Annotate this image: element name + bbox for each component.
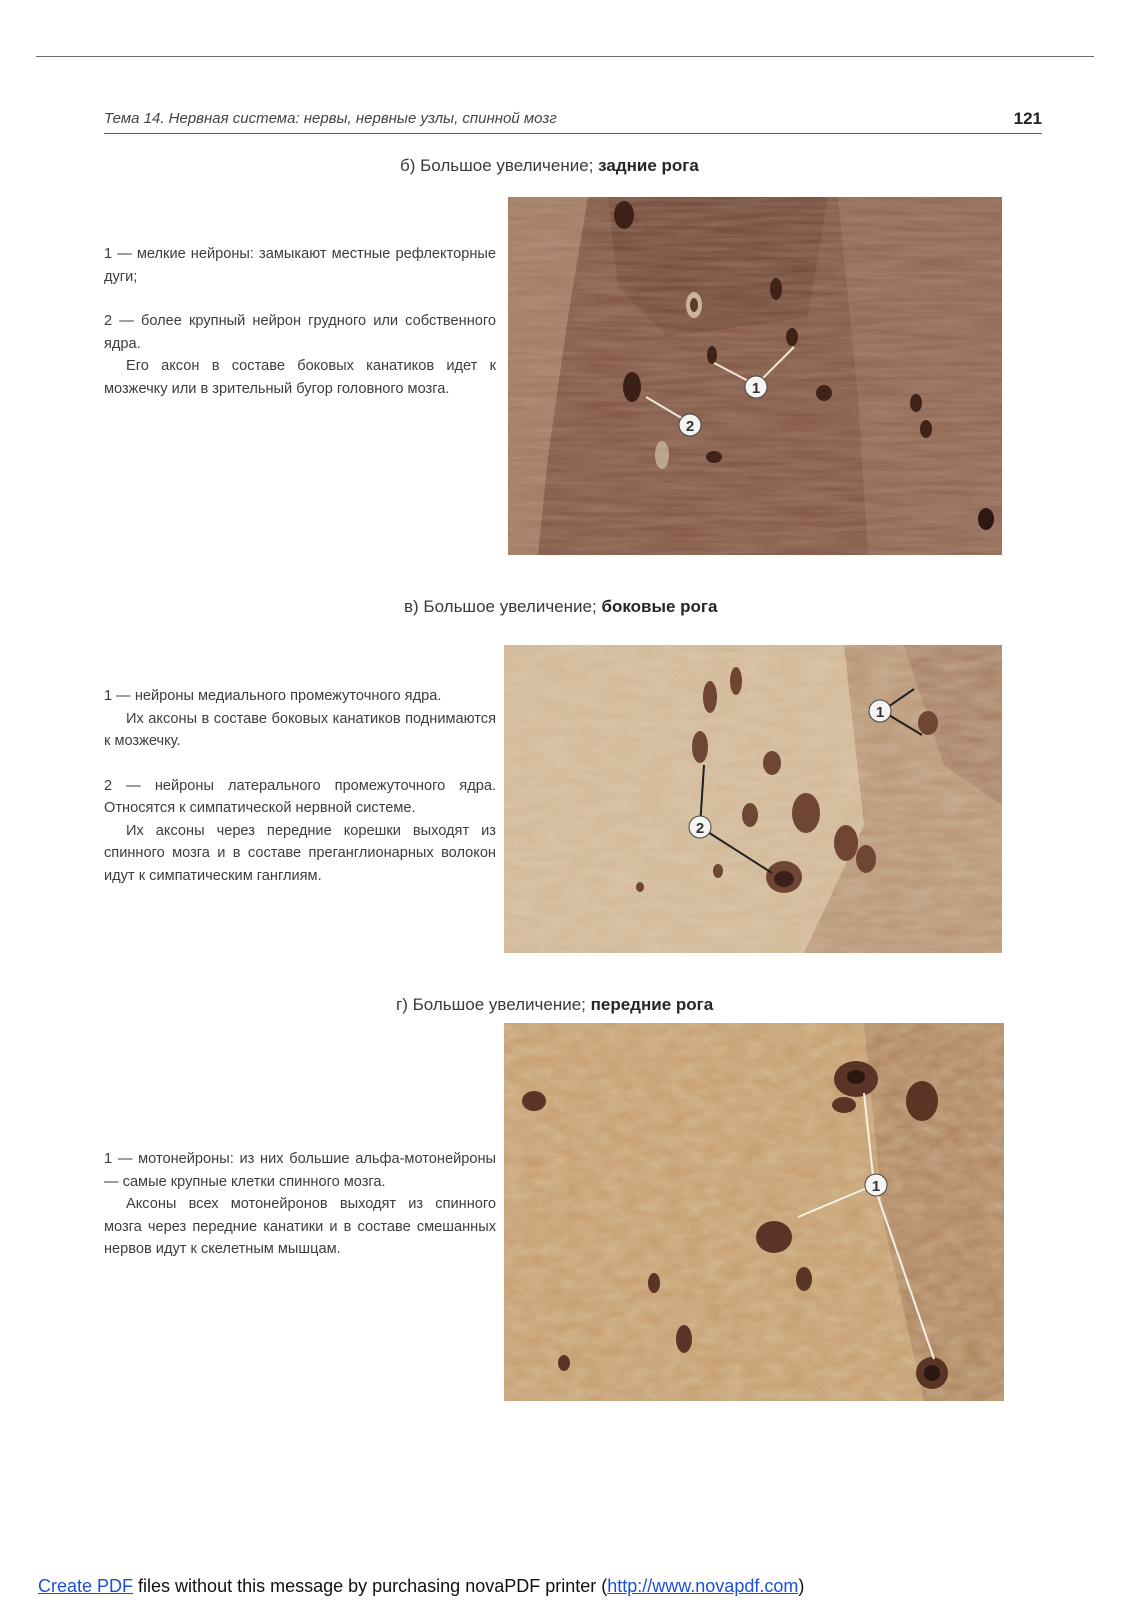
caption-g-prefix: г) Большое увеличение; <box>396 995 591 1014</box>
caption-v-prefix: в) Большое увеличение; <box>404 597 602 616</box>
text-block-b <box>104 243 496 400</box>
photo-label-1: 1 <box>871 1178 881 1195</box>
caption-v <box>404 597 717 617</box>
micrograph-dorsal-horns <box>508 197 1002 555</box>
photo-label-2: 2 <box>695 820 705 837</box>
caption-b-prefix: б) Большое увеличение; <box>400 156 599 175</box>
create-pdf-link[interactable]: Create PDF <box>38 1576 134 1596</box>
paragraph: 2 — нейроны латерального промежуточного ядра. Относятся к симпатической нервной системе. <box>104 777 496 816</box>
page-number: 121 <box>1013 109 1042 128</box>
footer-notice <box>38 1576 804 1597</box>
micrograph-lateral-horns <box>504 645 1002 953</box>
photo-label-2: 2 <box>685 418 695 435</box>
text-block-v <box>104 685 496 887</box>
top-rule <box>36 56 1094 57</box>
caption-b <box>400 156 699 176</box>
paragraph: Его аксон в составе боковых канатиков идет к мозжечку или в зрительный бугор головного мозга. <box>104 358 496 397</box>
footer-middle-text: files without this message by purchasing novaPDF printer ( <box>133 1576 608 1596</box>
text-block-g <box>104 1148 496 1261</box>
footer-close-paren: ) <box>798 1576 805 1596</box>
paragraph: 2 — более крупный нейрон грудного или собственного ядра. <box>104 313 496 352</box>
photo-label-1: 1 <box>875 704 885 721</box>
paragraph: Аксоны всех мотонейронов выходят из спинного мозга через передние канатики и в составе смешанных нервов идут к скелетным мышцам. <box>104 1196 496 1257</box>
paragraph: 1 — нейроны медиального промежуточного ядра. <box>104 688 442 704</box>
caption-g-bold: передние рога <box>590 995 714 1014</box>
caption-b-bold: задние рога <box>598 156 699 175</box>
novapdf-link[interactable]: http://www.novapdf.com <box>607 1576 799 1596</box>
paragraph: Их аксоны в составе боковых канатиков поднимаются к мозжечку. <box>104 710 496 749</box>
paragraph: 1 — мелкие нейроны: замыкают местные рефлекторные дуги; <box>104 246 496 285</box>
paragraph: Их аксоны через передние корешки выходят из спинного мозга и в составе преганглионарных волокон идут к симпатическим ганглиям. <box>104 822 496 884</box>
running-title: Тема 14. Нервная система: нервы, нервные узлы, спинной мозг <box>104 110 557 127</box>
running-head <box>104 109 1042 134</box>
caption-v-bold: боковые рога <box>601 597 718 616</box>
paragraph: 1 — мотонейроны: из них большие альфа-мотонейроны — самые крупные клетки спинного мозга. <box>104 1151 496 1190</box>
caption-g <box>396 995 713 1015</box>
photo-label-1: 1 <box>751 380 761 397</box>
micrograph-ventral-horns <box>504 1023 1004 1401</box>
